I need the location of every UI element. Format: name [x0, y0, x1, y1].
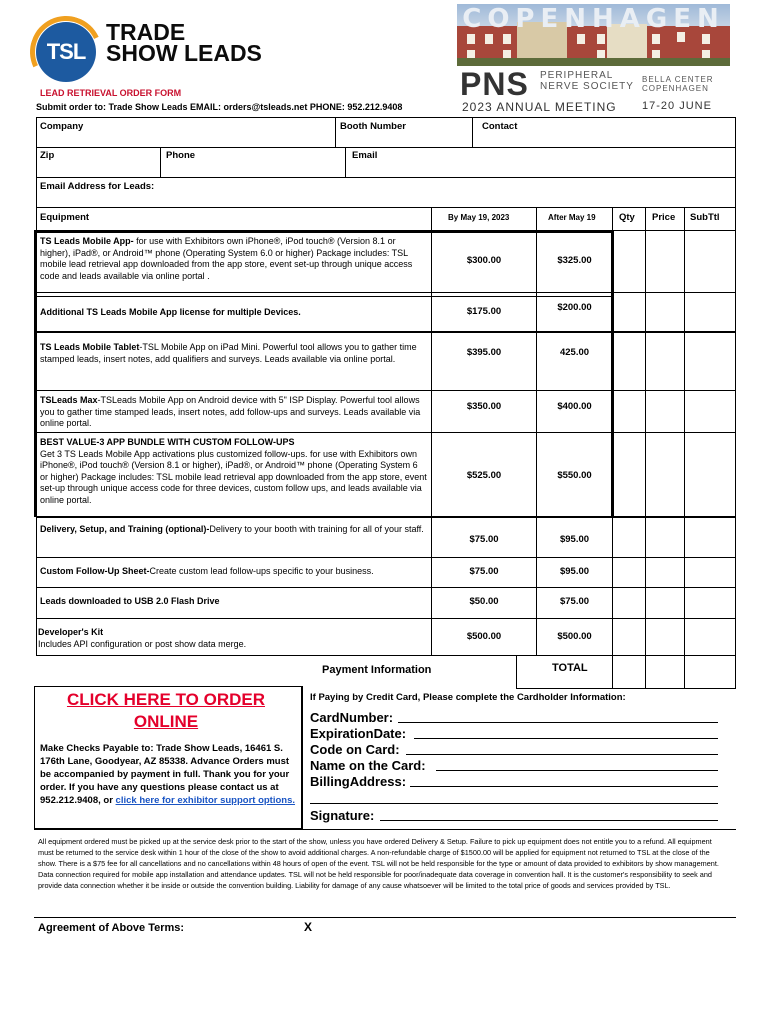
zip-field[interactable]: Zip — [40, 150, 55, 161]
payment-info-heading: Payment Information — [322, 664, 432, 676]
after-date-header: After May 19 — [548, 213, 596, 222]
banner-venue-line-2: COPENHAGEN — [642, 84, 709, 93]
item-desc: Delivery to your booth with training for all of your staff. — [209, 524, 424, 534]
banner-org-short: PNS — [460, 66, 529, 102]
item-title: Additional TS Leads Mobile App license for multiple Devices. — [40, 307, 301, 317]
grid-line — [34, 829, 736, 830]
input-line — [410, 786, 718, 787]
border-left — [34, 230, 37, 517]
grid-line — [36, 516, 736, 518]
item-desc: -TSLeads Mobile App on Android device with 5" ISP Display. Powerful tool allows you to gather time stamped leads, insert notes, add follow-ups and surveys. Leads available via online portal. — [40, 395, 421, 428]
item-desc: -TSL Mobile App on iPad Mini. Powerful tool allows you to gather time stamped leads, insert notes, add qualifiers and surveys. Leads available via online portal. — [40, 342, 417, 364]
item-title: TS Leads Mobile Tablet — [40, 342, 140, 352]
banner-city: COPENHAGEN — [462, 4, 725, 34]
item-desc: Includes API configuration or post show data merge. — [38, 638, 247, 649]
item-additional-license — [40, 307, 428, 319]
qty-header: Qty — [619, 212, 635, 223]
grid-line — [472, 117, 473, 147]
subtotal-header: SubTtl — [690, 212, 720, 223]
price-early: $500.00 — [466, 631, 502, 642]
agreement-signature-mark[interactable]: X — [304, 920, 313, 934]
grid-line — [516, 655, 517, 688]
total-label: TOTAL — [552, 662, 588, 674]
banner-venue — [642, 75, 714, 93]
input-line — [310, 803, 718, 804]
card-info-heading: If Paying by Credit Card, Please complete the Cardholder Information: — [310, 692, 626, 703]
input-line — [380, 820, 718, 821]
price-early: $75.00 — [469, 534, 499, 545]
by-date-header: By May 19, 2023 — [448, 213, 510, 222]
email-field[interactable]: Email — [352, 150, 378, 161]
phone-field[interactable]: Phone — [166, 150, 196, 161]
price-late: $200.00 — [557, 302, 592, 313]
brand-name — [106, 19, 262, 66]
contact-field[interactable]: Contact — [482, 121, 518, 132]
grid-line — [645, 207, 646, 688]
name-on-card-field[interactable]: Name on the Card: — [310, 758, 426, 773]
grid-line — [735, 117, 736, 688]
item-title: Developer's Kit — [38, 627, 104, 637]
card-number-field[interactable]: CardNumber: — [310, 710, 394, 725]
check-text: Make Checks Payable to: Trade Show Leads, 16461 S. 176th Lane, Goodyear, AZ 85338. Advance Orders must be accompanied by payment in full. Thank you for your order. If you have any questions please contact us at 952.212.9408, or — [40, 743, 290, 806]
billing-address-field[interactable]: BillingAddress: — [310, 774, 407, 789]
item-leads-max — [40, 395, 428, 430]
price-late: $95.00 — [559, 534, 590, 545]
order-online-link[interactable]: CLICK HERE TO ORDER ONLINE — [66, 690, 266, 731]
grid-line — [36, 117, 736, 118]
item-mobile-app — [40, 236, 428, 282]
banner-meeting: 2023 ANNUAL MEETING — [462, 100, 617, 114]
price-late: $325.00 — [557, 255, 592, 266]
input-line — [406, 754, 718, 755]
terms-fine-print: All equipment ordered must be picked up at the service desk prior to the start of the show, unless you have ordered Delivery & Setup. Failure to pick up equipment does not entitle you to a refund. All equipment must be returned to the service desk within 1 hour of the close of the show to avoid additional charges. A non-refundable charge of $1500.00 will be applied for equipment not returned to TSL at the close of the show. There is a $75 fee for all cancellations and no cancellations within 48 hours of open of the event. TSL will not be held responsible for the type or amount of data provided to exhibitors by show management. Data connection required for mobile app installation and attendance updates. TSL will not be held responsible for poor/inadequate data coverage in convention hall. It is the customer's responsibility to seek and provide data connection whether it be inside or outside the convention building. Liability for damage of any cause whatsoever will be limited to the total price of goods and services provided by TSL. — [38, 837, 719, 890]
grid-line — [345, 147, 346, 177]
grid-line — [684, 207, 685, 688]
item-usb-drive — [40, 596, 428, 608]
grid-line — [34, 917, 736, 918]
grid-line — [36, 557, 736, 558]
signature-field[interactable]: Signature: — [310, 808, 375, 823]
banner-org-name — [540, 70, 634, 92]
price-early: $525.00 — [466, 470, 502, 481]
grid-line — [302, 686, 303, 829]
item-title: Delivery, Setup, and Training (optional)- — [40, 524, 210, 534]
item-title: Leads downloaded to USB 2.0 Flash Drive — [40, 596, 220, 606]
price-early: $395.00 — [466, 347, 502, 358]
grid-line — [36, 292, 736, 293]
price-late: $95.00 — [559, 566, 590, 577]
grid-line — [516, 688, 736, 689]
input-line — [414, 738, 718, 739]
grid-line — [335, 117, 336, 147]
grid-line — [36, 432, 736, 433]
price-late: $400.00 — [557, 401, 592, 412]
border-top — [34, 230, 614, 233]
item-title: BEST VALUE-3 APP BUNDLE WITH CUSTOM FOLLOW-UPS — [40, 437, 295, 447]
tsl-logo-mark: TSL — [36, 22, 96, 82]
item-desc: for use with Exhibitors own iPhone®, iPod touch® (Version 8.1 or higher), iPad®, or Android™ phone (Operating System 6.0 or higher) Package includes: TSL mobile lead retrieval app downloaded from the app store, event set-up through unique access code and leads available via online portal . — [40, 236, 413, 281]
grid-line — [36, 390, 736, 391]
grid-line — [36, 177, 736, 178]
grid-line — [36, 207, 736, 208]
item-desc: Get 3 TS Leads Mobile App activations plus customized follow-ups. for use with Exhibitors own iPhone®, iPod touch® (Version 8.1 or higher), iPad®, or Android™ phone (Operating System 6 or higher) Package includes: TSL mobile lead retrieval app downloaded from the app store, event set-up through unique access code for three devices, custom follow ups, and leads available via online portal. — [40, 448, 427, 505]
price-early: $350.00 — [466, 401, 502, 412]
item-mobile-tablet — [40, 342, 428, 365]
banner-org-line-2: NERVE SOCIETY — [540, 81, 634, 92]
brand-line-2: SHOW LEADS — [106, 40, 262, 66]
price-early: $300.00 — [466, 255, 502, 266]
exhibitor-support-link[interactable]: click here for exhibitor support options. — [115, 795, 296, 806]
grid-line — [36, 587, 736, 588]
banner-venue-line-1: BELLA CENTER — [642, 75, 714, 84]
grid-line — [36, 655, 736, 656]
email-leads-field[interactable]: Email Address for Leads: — [40, 181, 155, 192]
card-code-field[interactable]: Code on Card: — [310, 742, 400, 757]
price-header: Price — [652, 212, 676, 223]
banner-org-line-1: PERIPHERAL — [540, 70, 614, 81]
equipment-header: Equipment — [40, 212, 90, 223]
item-title: TSLeads Max — [40, 395, 98, 405]
check-instructions — [40, 742, 302, 807]
price-early: $175.00 — [466, 306, 502, 317]
item-title: TS Leads Mobile App- — [40, 236, 134, 246]
price-late: $500.00 — [557, 631, 592, 642]
price-early: $75.00 — [469, 566, 499, 577]
input-line — [436, 770, 718, 771]
item-follow-up-sheet — [40, 566, 428, 578]
form-title: LEAD RETRIEVAL ORDER FORM — [40, 88, 182, 98]
agreement-label: Agreement of Above Terms: — [38, 922, 185, 934]
booth-number-field[interactable]: Booth Number — [340, 121, 406, 132]
brand-line-1: TRADE — [106, 19, 186, 45]
price-late: $550.00 — [557, 470, 592, 481]
grid-line — [36, 331, 736, 333]
item-bundle — [40, 437, 428, 506]
price-early: $50.00 — [469, 596, 499, 607]
item-title: Custom Follow-Up Sheet- — [40, 566, 150, 576]
price-late: 425.00 — [559, 347, 590, 358]
grid-line — [36, 147, 736, 148]
grid-line — [36, 296, 614, 297]
grid-line — [36, 618, 736, 619]
item-developer-kit — [38, 627, 426, 650]
item-desc: Create custom lead follow-ups specific to your business. — [149, 566, 374, 576]
item-delivery — [40, 524, 428, 536]
banner-dates: 17-20 JUNE — [642, 100, 712, 112]
company-field[interactable]: Company — [40, 121, 84, 132]
price-late: $75.00 — [559, 596, 590, 607]
input-line — [398, 722, 718, 723]
expiration-date-field[interactable]: ExpirationDate: — [310, 726, 407, 741]
submit-line: Submit order to: Trade Show Leads EMAIL: orders@tsleads.net PHONE: 952.212.9408 — [36, 102, 403, 112]
grid-line — [160, 147, 161, 177]
